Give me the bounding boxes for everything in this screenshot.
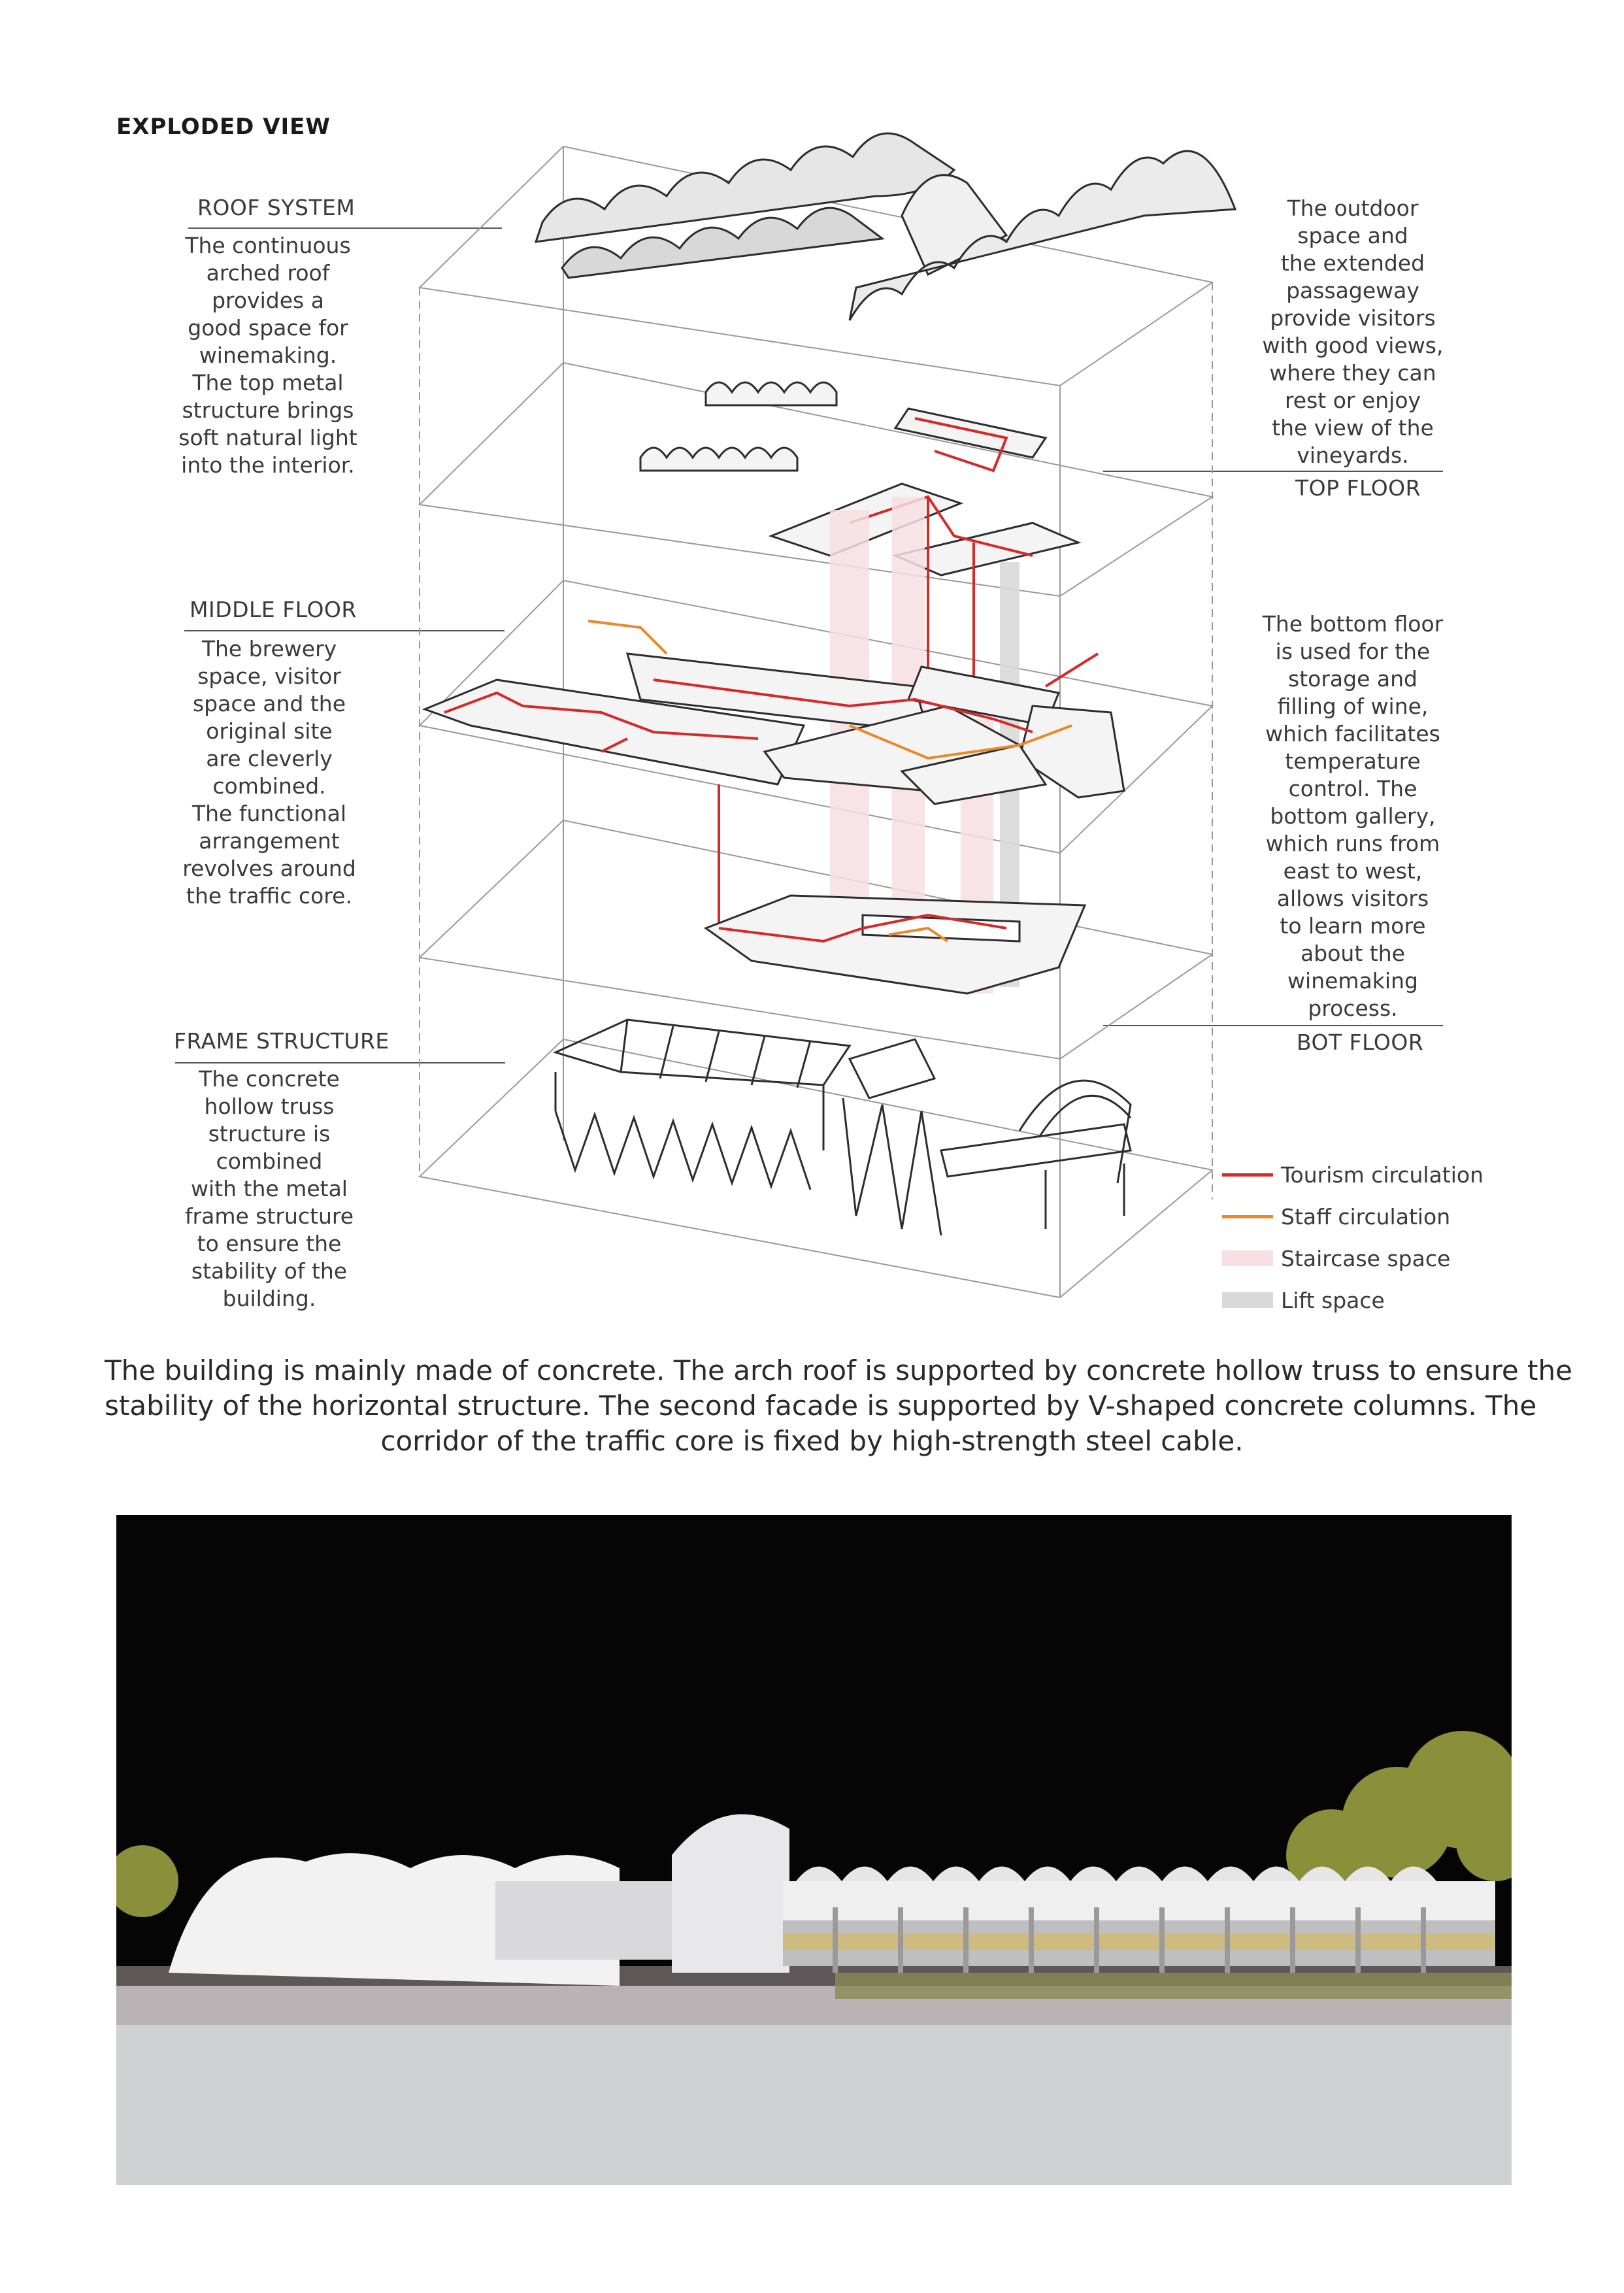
model-photograph xyxy=(116,1515,1512,2185)
legend-tourism-label: Tourism circulation xyxy=(1281,1162,1484,1188)
text-line: which facilitates xyxy=(1265,721,1440,746)
text-line: space and the xyxy=(192,691,346,716)
text-line: frame structure xyxy=(184,1203,354,1229)
text-line: The top metal xyxy=(192,370,344,395)
text-line: bottom gallery, xyxy=(1270,803,1436,829)
text-line: winemaking xyxy=(1287,968,1418,994)
text-line: to learn more xyxy=(1280,913,1426,939)
page-title: EXPLODED VIEW xyxy=(116,114,331,140)
text-line: east to west, xyxy=(1283,858,1423,884)
text-line: The outdoor xyxy=(1287,195,1419,221)
text-line: into the interior. xyxy=(181,452,355,478)
bot-floor-label: BOT FLOOR xyxy=(1297,1029,1424,1055)
text-line: The continuous xyxy=(185,233,351,258)
frame-structure xyxy=(555,1020,1131,1235)
text-line: passageway xyxy=(1286,278,1419,303)
text-line: structure is xyxy=(208,1121,331,1146)
text-line: winemaking. xyxy=(199,343,337,368)
text-line: the extended xyxy=(1280,250,1425,276)
text-line: space and xyxy=(1297,223,1408,248)
text-line: The building is mainly made of concrete. The arch roof is supported by concrete hollow truss to ensure the xyxy=(105,1354,1572,1386)
text-line: the view of the xyxy=(1272,415,1434,441)
text-line: storage and xyxy=(1288,666,1417,692)
text-line: the traffic core. xyxy=(186,883,352,909)
photo-grass-strip xyxy=(835,1973,1512,1999)
text-line: temperature xyxy=(1285,748,1421,774)
text-line: stability of the horizontal structure. The second facade is supported by V-shaped concrete columns. The xyxy=(105,1390,1537,1422)
text-line: arched roof xyxy=(206,260,330,286)
text-line: provides a xyxy=(212,288,324,313)
text-line: where they can xyxy=(1269,360,1436,386)
top-floor-label: TOP FLOOR xyxy=(1295,475,1421,501)
roof-system-label: ROOF SYSTEM xyxy=(197,195,356,220)
text-line: control. The xyxy=(1288,776,1417,801)
text-line: combined. xyxy=(212,773,326,799)
text-line: space, visitor xyxy=(197,663,341,689)
frame-structure-label: FRAME STRUCTURE xyxy=(174,1028,389,1054)
text-line: corridor of the traffic core is fixed by high-strength steel cable. xyxy=(380,1425,1244,1457)
text-line: arrangement xyxy=(199,828,340,854)
text-line: process. xyxy=(1308,996,1398,1021)
text-line: The brewery xyxy=(201,636,337,661)
text-line: revolves around xyxy=(182,856,356,881)
middle-floor-label: MIDDLE FLOOR xyxy=(190,597,357,622)
text-line: with good views, xyxy=(1262,333,1444,358)
text-line: The concrete xyxy=(199,1066,340,1092)
text-line: provide visitors xyxy=(1270,305,1436,331)
text-line: rest or enjoy xyxy=(1284,388,1421,413)
text-line: building. xyxy=(222,1286,316,1311)
text-line: combined xyxy=(216,1148,323,1174)
frame-floor-plane xyxy=(420,1039,1212,1297)
text-line: soft natural light xyxy=(178,425,357,450)
legend-lift-label: Lift space xyxy=(1281,1287,1385,1313)
text-line: with the metal xyxy=(191,1176,348,1201)
text-line: stability of the xyxy=(191,1258,348,1284)
text-line: which runs from xyxy=(1265,831,1440,856)
text-line: original site xyxy=(206,718,333,744)
text-line: to ensure the xyxy=(197,1231,342,1256)
roof-arches xyxy=(536,133,1235,320)
legend-staircase-label: Staircase space xyxy=(1281,1245,1451,1271)
text-line: good space for xyxy=(188,315,348,341)
caption-text xyxy=(105,1353,1572,1459)
text-line: The bottom floor xyxy=(1262,611,1444,637)
text-line: about the xyxy=(1301,941,1405,966)
bot-floor-plan xyxy=(706,895,1085,994)
text-line: are cleverly xyxy=(206,746,333,771)
text-line: is used for the xyxy=(1275,639,1431,664)
text-line: vineyards. xyxy=(1297,443,1409,468)
legend-staff-label: Staff circulation xyxy=(1281,1203,1451,1230)
text-line: hollow truss xyxy=(204,1094,335,1119)
text-line: structure brings xyxy=(182,397,354,423)
text-line: The functional xyxy=(191,801,347,826)
text-line: allows visitors xyxy=(1276,886,1429,911)
text-line: filling of wine, xyxy=(1277,694,1429,719)
